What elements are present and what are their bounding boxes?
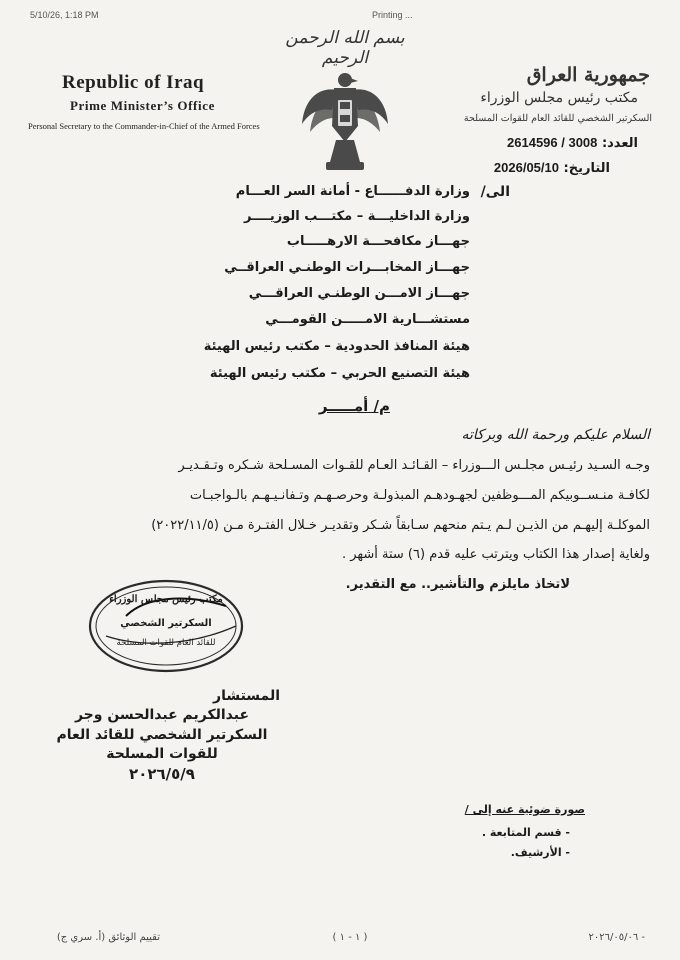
recipient-item: مستشـــارية الامـــــن القومـــي: [265, 312, 470, 327]
reference-date: [370, 160, 610, 176]
signatory-name: عبدالكريم عبدالحسن وجر: [74, 707, 250, 723]
reference-date-label: التاريخ:: [563, 161, 610, 176]
subject-line: م/ أمـــــر: [318, 397, 390, 415]
letterhead-ar-secretary: السكرتير الشخصي للقائد العام للقوات المسلحة: [463, 113, 652, 124]
official-seal: [86, 576, 246, 676]
recipient-item: جهـــاز مكافحـــة الارهـــــاب: [286, 234, 470, 249]
copies-heading: صورة ضوئية عنه إلى /: [464, 803, 585, 816]
recipient-item: وزارة الداخليـــة – مكتـــب الوزيــــر: [243, 209, 470, 224]
footer-page-number: ( ١ - ١ ): [332, 932, 368, 943]
signatory-position-2: للقوات المسلحة: [106, 746, 218, 762]
recipient-item: جهـــاز الامـــن الوطنـي العراقـــي: [248, 286, 470, 301]
body-line: وجـه السـيد رئيـس مجلـس الـــوزراء – القـائـد العـام للقـوات المسـلحة شـكره وتـقـديـر: [178, 458, 650, 473]
letterhead-ar-country: جمهورية العراق: [526, 64, 650, 86]
recipient-item: هيئة المنافذ الحدودية – مكتب رئيس الهيئة: [203, 339, 470, 354]
reference-date-value: 2026/05/10: [493, 160, 559, 175]
recipient-item: وزارة الدفــــــاع - أمانة السر العـــام: [235, 184, 470, 199]
bismillah: بسم الله الرحمن الرحيم: [285, 28, 405, 68]
print-datetime: 5/10/26, 1:18 PM: [30, 10, 99, 20]
seal-text-middle: السكرتير الشخصي: [120, 618, 212, 629]
footer-date: ٢٠٢٦/٠٥/٠٦ -: [588, 932, 645, 943]
print-status: Printing ...: [372, 10, 413, 20]
signature-date: ٢٠٢٦/٥/٩: [129, 765, 195, 783]
greeting: السلام عليكم ورحمة الله وبركاته: [461, 427, 650, 443]
copies-item: - قسم المتابعة .: [481, 826, 570, 839]
letterhead-en-country: Republic of Iraq: [62, 72, 205, 93]
body-line: لكافـة منـســوبيكم المـــوظفين لجهـودهـم المبذولـة وحرصـهـم وتـفانـيـهـم بالـواجبـات: [189, 488, 650, 503]
closing-line: لاتخاذ مايلزم والتأشير.. مع التقدير.: [345, 577, 570, 592]
recipient-item: هيئة التصنيع الحربي – مكتب رئيس الهيئة: [209, 366, 470, 381]
footer-classification: تقييم الوثائق (أ. سري ج): [56, 932, 160, 943]
recipient-item: جهـــاز المخابـــرات الوطنـي العراقــي: [224, 260, 470, 275]
signatory-position-1: السكرتير الشخصي للقائد العام: [56, 727, 268, 743]
reference-number-value: 2614596 / 3008: [507, 135, 598, 150]
letterhead-en-office: Prime Minister’s Office: [70, 98, 215, 113]
body-line: ولغاية إصدار هذا الكتاب ويترتب عليه قدم (٦) ستة أشهر .: [341, 547, 650, 562]
seal-text-top: مكتب رئيس مجلس الوزراء: [109, 594, 223, 605]
iraq-eagle-emblem-icon: [298, 66, 392, 174]
recipients-to-label: الى/: [480, 184, 510, 200]
reference-number: [398, 135, 638, 151]
seal-text-bottom: للقائد العام للقوات المسلحة: [116, 638, 216, 648]
reference-number-label: العدد:: [601, 136, 638, 151]
letterhead-ar-office: مكتب رئيس مجلس الوزراء: [480, 90, 638, 106]
copies-item: - الأرشيف.: [510, 846, 570, 859]
letterhead-en-secretary: Personal Secretary to the Commander-in-Chief of the Armed Forces: [28, 121, 260, 131]
signatory-title: المستشار: [213, 688, 280, 704]
body-line: الموكلـة إليهـم من الذيـن لـم يـتم منحهم سـابقاً شـكر وتقديـر خـلال الفتـرة مـن (٢٠٢٢/١١/٥): [151, 518, 650, 533]
